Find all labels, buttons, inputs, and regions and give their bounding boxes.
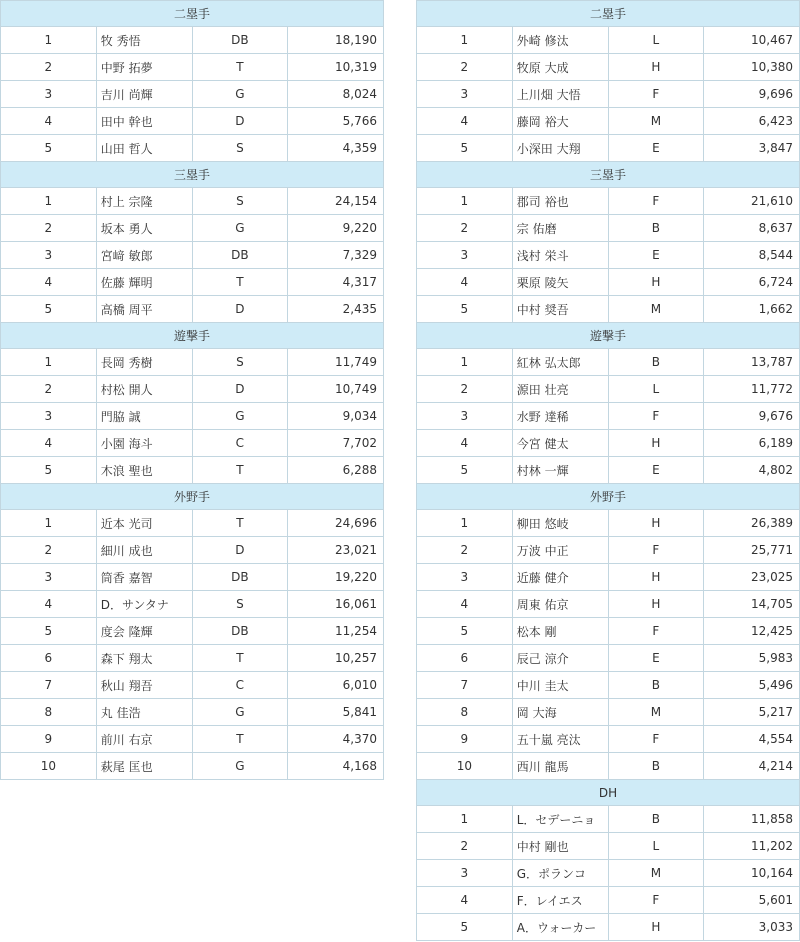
votes-cell: 25,771 bbox=[704, 537, 800, 564]
player-name-cell: 宗 佑磨 bbox=[512, 215, 608, 242]
table-row bbox=[417, 887, 800, 914]
rank-cell: 2 bbox=[1, 376, 97, 403]
votes-cell: 7,329 bbox=[288, 242, 384, 269]
player-name-cell: 浅村 栄斗 bbox=[512, 242, 608, 269]
player-name-cell: 牧原 大成 bbox=[512, 54, 608, 81]
table-row bbox=[1, 54, 384, 81]
votes-cell: 11,749 bbox=[288, 349, 384, 376]
position-header: 三塁手 bbox=[417, 162, 800, 188]
votes-cell: 23,021 bbox=[288, 537, 384, 564]
player-name-cell: 村松 開人 bbox=[96, 376, 192, 403]
team-cell: M bbox=[608, 296, 704, 323]
table-row bbox=[1, 81, 384, 108]
rank-cell: 1 bbox=[1, 27, 97, 54]
table-row bbox=[417, 753, 800, 780]
player-name-cell: G．ポランコ bbox=[512, 860, 608, 887]
votes-cell: 10,257 bbox=[288, 645, 384, 672]
player-name-cell: D．サンタナ bbox=[96, 591, 192, 618]
team-cell: F bbox=[608, 81, 704, 108]
team-cell: S bbox=[192, 135, 288, 162]
player-name-cell: 森下 翔太 bbox=[96, 645, 192, 672]
team-cell: D bbox=[192, 296, 288, 323]
votes-cell: 3,033 bbox=[704, 914, 800, 941]
team-cell: L bbox=[608, 27, 704, 54]
team-cell: M bbox=[608, 699, 704, 726]
votes-cell: 4,359 bbox=[288, 135, 384, 162]
votes-cell: 4,370 bbox=[288, 726, 384, 753]
votes-cell: 5,766 bbox=[288, 108, 384, 135]
team-cell: DB bbox=[192, 27, 288, 54]
votes-cell: 6,423 bbox=[704, 108, 800, 135]
rank-cell: 3 bbox=[1, 242, 97, 269]
team-cell: E bbox=[608, 242, 704, 269]
rank-cell: 5 bbox=[417, 296, 513, 323]
votes-cell: 24,696 bbox=[288, 510, 384, 537]
votes-cell: 10,164 bbox=[704, 860, 800, 887]
player-name-cell: 万波 中正 bbox=[512, 537, 608, 564]
right-vote-table bbox=[416, 0, 800, 941]
table-row bbox=[1, 269, 384, 296]
player-name-cell: 坂本 勇人 bbox=[96, 215, 192, 242]
votes-cell: 10,380 bbox=[704, 54, 800, 81]
table-row bbox=[417, 564, 800, 591]
team-cell: T bbox=[192, 269, 288, 296]
table-row bbox=[1, 564, 384, 591]
table-row bbox=[1, 753, 384, 780]
votes-cell: 18,190 bbox=[288, 27, 384, 54]
rank-cell: 5 bbox=[417, 914, 513, 941]
votes-cell: 11,772 bbox=[704, 376, 800, 403]
team-cell: E bbox=[608, 135, 704, 162]
votes-cell: 13,787 bbox=[704, 349, 800, 376]
votes-cell: 12,425 bbox=[704, 618, 800, 645]
team-cell: H bbox=[608, 591, 704, 618]
votes-cell: 10,467 bbox=[704, 27, 800, 54]
rank-cell: 2 bbox=[1, 537, 97, 564]
team-cell: DB bbox=[192, 242, 288, 269]
rank-cell: 7 bbox=[417, 672, 513, 699]
table-row bbox=[417, 699, 800, 726]
rank-cell: 2 bbox=[1, 54, 97, 81]
player-name-cell: 丸 佳浩 bbox=[96, 699, 192, 726]
position-header: 遊撃手 bbox=[1, 323, 384, 349]
table-row bbox=[417, 833, 800, 860]
right-league-column bbox=[416, 0, 800, 941]
player-name-cell: 源田 壮亮 bbox=[512, 376, 608, 403]
player-name-cell: 中村 奨吾 bbox=[512, 296, 608, 323]
position-header-row bbox=[1, 162, 384, 188]
player-name-cell: 周東 佑京 bbox=[512, 591, 608, 618]
rank-cell: 1 bbox=[417, 349, 513, 376]
team-cell: F bbox=[608, 726, 704, 753]
team-cell: F bbox=[608, 403, 704, 430]
team-cell: F bbox=[608, 537, 704, 564]
team-cell: F bbox=[608, 887, 704, 914]
table-row bbox=[417, 860, 800, 887]
votes-cell: 5,496 bbox=[704, 672, 800, 699]
table-row bbox=[417, 188, 800, 215]
table-row bbox=[417, 726, 800, 753]
table-row bbox=[1, 672, 384, 699]
player-name-cell: 萩尾 匡也 bbox=[96, 753, 192, 780]
rank-cell: 3 bbox=[1, 564, 97, 591]
votes-cell: 4,317 bbox=[288, 269, 384, 296]
team-cell: H bbox=[608, 914, 704, 941]
player-name-cell: 辰己 涼介 bbox=[512, 645, 608, 672]
player-name-cell: 村上 宗隆 bbox=[96, 188, 192, 215]
table-row bbox=[417, 242, 800, 269]
votes-cell: 4,554 bbox=[704, 726, 800, 753]
position-header-row bbox=[417, 780, 800, 806]
table-row bbox=[417, 537, 800, 564]
table-row bbox=[1, 699, 384, 726]
table-row bbox=[1, 215, 384, 242]
votes-cell: 8,024 bbox=[288, 81, 384, 108]
position-header: 遊撃手 bbox=[417, 323, 800, 349]
team-cell: H bbox=[608, 269, 704, 296]
table-row bbox=[1, 403, 384, 430]
team-cell: T bbox=[192, 645, 288, 672]
player-name-cell: 村林 一輝 bbox=[512, 457, 608, 484]
table-row bbox=[1, 188, 384, 215]
player-name-cell: 小園 海斗 bbox=[96, 430, 192, 457]
player-name-cell: 近本 光司 bbox=[96, 510, 192, 537]
team-cell: G bbox=[192, 753, 288, 780]
votes-cell: 11,858 bbox=[704, 806, 800, 833]
table-row bbox=[417, 27, 800, 54]
position-header: 三塁手 bbox=[1, 162, 384, 188]
player-name-cell: 細川 成也 bbox=[96, 537, 192, 564]
player-name-cell: 水野 達稀 bbox=[512, 403, 608, 430]
table-row bbox=[1, 242, 384, 269]
team-cell: D bbox=[192, 376, 288, 403]
rank-cell: 2 bbox=[417, 215, 513, 242]
table-row bbox=[1, 726, 384, 753]
team-cell: H bbox=[608, 54, 704, 81]
table-row bbox=[417, 296, 800, 323]
table-row bbox=[417, 376, 800, 403]
rank-cell: 9 bbox=[1, 726, 97, 753]
votes-cell: 14,705 bbox=[704, 591, 800, 618]
table-row bbox=[417, 914, 800, 941]
left-vote-table bbox=[0, 0, 384, 780]
table-row bbox=[1, 296, 384, 323]
player-name-cell: 筒香 嘉智 bbox=[96, 564, 192, 591]
votes-cell: 9,220 bbox=[288, 215, 384, 242]
rank-cell: 4 bbox=[417, 430, 513, 457]
team-cell: H bbox=[608, 564, 704, 591]
rank-cell: 4 bbox=[417, 591, 513, 618]
table-row bbox=[1, 457, 384, 484]
rank-cell: 3 bbox=[417, 242, 513, 269]
player-name-cell: L．セデーニョ bbox=[512, 806, 608, 833]
player-name-cell: 吉川 尚輝 bbox=[96, 81, 192, 108]
team-cell: F bbox=[608, 188, 704, 215]
position-header: 二塁手 bbox=[417, 1, 800, 27]
rank-cell: 2 bbox=[417, 833, 513, 860]
position-header: 外野手 bbox=[1, 484, 384, 510]
player-name-cell: A．ウォーカー bbox=[512, 914, 608, 941]
team-cell: L bbox=[608, 376, 704, 403]
rank-cell: 4 bbox=[417, 887, 513, 914]
votes-cell: 26,389 bbox=[704, 510, 800, 537]
votes-cell: 24,154 bbox=[288, 188, 384, 215]
table-row bbox=[417, 457, 800, 484]
team-cell: G bbox=[192, 81, 288, 108]
table-row bbox=[417, 618, 800, 645]
player-name-cell: 外崎 修汰 bbox=[512, 27, 608, 54]
player-name-cell: 中村 剛也 bbox=[512, 833, 608, 860]
table-row bbox=[1, 376, 384, 403]
rank-cell: 5 bbox=[1, 296, 97, 323]
rank-cell: 5 bbox=[1, 457, 97, 484]
votes-cell: 5,983 bbox=[704, 645, 800, 672]
votes-cell: 21,610 bbox=[704, 188, 800, 215]
player-name-cell: 藤岡 裕大 bbox=[512, 108, 608, 135]
team-cell: B bbox=[608, 672, 704, 699]
votes-cell: 10,319 bbox=[288, 54, 384, 81]
rank-cell: 3 bbox=[1, 81, 97, 108]
player-name-cell: 柳田 悠岐 bbox=[512, 510, 608, 537]
table-row bbox=[417, 806, 800, 833]
rank-cell: 3 bbox=[417, 81, 513, 108]
player-name-cell: 佐藤 輝明 bbox=[96, 269, 192, 296]
player-name-cell: 西川 龍馬 bbox=[512, 753, 608, 780]
player-name-cell: 栗原 陵矢 bbox=[512, 269, 608, 296]
team-cell: C bbox=[192, 430, 288, 457]
player-name-cell: 秋山 翔吾 bbox=[96, 672, 192, 699]
rank-cell: 1 bbox=[417, 188, 513, 215]
team-cell: M bbox=[608, 860, 704, 887]
rank-cell: 3 bbox=[417, 403, 513, 430]
rank-cell: 10 bbox=[1, 753, 97, 780]
table-row bbox=[417, 403, 800, 430]
position-header-row bbox=[417, 484, 800, 510]
player-name-cell: 今宮 健太 bbox=[512, 430, 608, 457]
team-cell: C bbox=[192, 672, 288, 699]
votes-cell: 5,601 bbox=[704, 887, 800, 914]
rank-cell: 3 bbox=[417, 860, 513, 887]
rank-cell: 4 bbox=[1, 269, 97, 296]
team-cell: E bbox=[608, 457, 704, 484]
rank-cell: 5 bbox=[417, 135, 513, 162]
position-header: 二塁手 bbox=[1, 1, 384, 27]
votes-cell: 3,847 bbox=[704, 135, 800, 162]
team-cell: H bbox=[608, 510, 704, 537]
table-row bbox=[417, 645, 800, 672]
table-row bbox=[1, 108, 384, 135]
player-name-cell: 山田 哲人 bbox=[96, 135, 192, 162]
table-row bbox=[1, 645, 384, 672]
votes-cell: 9,696 bbox=[704, 81, 800, 108]
player-name-cell: 木浪 聖也 bbox=[96, 457, 192, 484]
table-row bbox=[417, 269, 800, 296]
player-name-cell: 近藤 健介 bbox=[512, 564, 608, 591]
table-row bbox=[1, 510, 384, 537]
rank-cell: 4 bbox=[1, 430, 97, 457]
player-name-cell: 度会 隆輝 bbox=[96, 618, 192, 645]
player-name-cell: 前川 右京 bbox=[96, 726, 192, 753]
votes-cell: 6,288 bbox=[288, 457, 384, 484]
table-row bbox=[417, 510, 800, 537]
team-cell: DB bbox=[192, 618, 288, 645]
team-cell: DB bbox=[192, 564, 288, 591]
votes-cell: 4,802 bbox=[704, 457, 800, 484]
votes-cell: 7,702 bbox=[288, 430, 384, 457]
rank-cell: 1 bbox=[1, 349, 97, 376]
player-name-cell: 小深田 大翔 bbox=[512, 135, 608, 162]
votes-cell: 9,034 bbox=[288, 403, 384, 430]
player-name-cell: 中野 拓夢 bbox=[96, 54, 192, 81]
votes-cell: 11,254 bbox=[288, 618, 384, 645]
player-name-cell: 五十嵐 亮汰 bbox=[512, 726, 608, 753]
team-cell: G bbox=[192, 215, 288, 242]
table-row bbox=[1, 537, 384, 564]
team-cell: S bbox=[192, 591, 288, 618]
position-header: 外野手 bbox=[417, 484, 800, 510]
team-cell: T bbox=[192, 726, 288, 753]
table-row bbox=[417, 54, 800, 81]
team-cell: B bbox=[608, 806, 704, 833]
rank-cell: 1 bbox=[417, 510, 513, 537]
team-cell: G bbox=[192, 403, 288, 430]
votes-cell: 8,544 bbox=[704, 242, 800, 269]
table-row bbox=[1, 618, 384, 645]
rank-cell: 1 bbox=[417, 27, 513, 54]
team-cell: B bbox=[608, 215, 704, 242]
votes-cell: 4,168 bbox=[288, 753, 384, 780]
votes-cell: 16,061 bbox=[288, 591, 384, 618]
table-row bbox=[417, 215, 800, 242]
team-cell: B bbox=[608, 753, 704, 780]
votes-cell: 6,189 bbox=[704, 430, 800, 457]
table-row bbox=[1, 430, 384, 457]
player-name-cell: 岡 大海 bbox=[512, 699, 608, 726]
team-cell: T bbox=[192, 510, 288, 537]
player-name-cell: 中川 圭太 bbox=[512, 672, 608, 699]
votes-cell: 11,202 bbox=[704, 833, 800, 860]
team-cell: D bbox=[192, 537, 288, 564]
rank-cell: 5 bbox=[417, 618, 513, 645]
player-name-cell: F．レイエス bbox=[512, 887, 608, 914]
player-name-cell: 郡司 裕也 bbox=[512, 188, 608, 215]
table-row bbox=[417, 135, 800, 162]
votes-cell: 1,662 bbox=[704, 296, 800, 323]
rank-cell: 5 bbox=[1, 618, 97, 645]
rank-cell: 2 bbox=[417, 376, 513, 403]
table-row bbox=[417, 430, 800, 457]
votes-cell: 9,676 bbox=[704, 403, 800, 430]
table-row bbox=[1, 349, 384, 376]
rank-cell: 5 bbox=[417, 457, 513, 484]
team-cell: T bbox=[192, 457, 288, 484]
table-row bbox=[417, 349, 800, 376]
position-header-row bbox=[1, 323, 384, 349]
rank-cell: 9 bbox=[417, 726, 513, 753]
rank-cell: 2 bbox=[417, 54, 513, 81]
player-name-cell: 紅林 弘太郎 bbox=[512, 349, 608, 376]
rank-cell: 5 bbox=[1, 135, 97, 162]
rank-cell: 4 bbox=[1, 591, 97, 618]
rank-cell: 4 bbox=[1, 108, 97, 135]
team-cell: M bbox=[608, 108, 704, 135]
table-row bbox=[1, 591, 384, 618]
player-name-cell: 上川畑 大悟 bbox=[512, 81, 608, 108]
team-cell: D bbox=[192, 108, 288, 135]
votes-cell: 8,637 bbox=[704, 215, 800, 242]
player-name-cell: 田中 幹也 bbox=[96, 108, 192, 135]
rank-cell: 6 bbox=[1, 645, 97, 672]
table-row bbox=[417, 81, 800, 108]
player-name-cell: 牧 秀悟 bbox=[96, 27, 192, 54]
left-league-column bbox=[0, 0, 384, 780]
rank-cell: 3 bbox=[1, 403, 97, 430]
table-row bbox=[417, 591, 800, 618]
table-row bbox=[417, 108, 800, 135]
team-cell: B bbox=[608, 349, 704, 376]
team-cell: S bbox=[192, 349, 288, 376]
rank-cell: 8 bbox=[1, 699, 97, 726]
rank-cell: 1 bbox=[1, 188, 97, 215]
player-name-cell: 宮﨑 敏郎 bbox=[96, 242, 192, 269]
rank-cell: 2 bbox=[1, 215, 97, 242]
rank-cell: 6 bbox=[417, 645, 513, 672]
rank-cell: 10 bbox=[417, 753, 513, 780]
team-cell: L bbox=[608, 833, 704, 860]
rank-cell: 4 bbox=[417, 108, 513, 135]
table-row bbox=[1, 27, 384, 54]
player-name-cell: 松本 剛 bbox=[512, 618, 608, 645]
team-cell: H bbox=[608, 430, 704, 457]
position-header: DH bbox=[417, 780, 800, 806]
team-cell: E bbox=[608, 645, 704, 672]
votes-cell: 2,435 bbox=[288, 296, 384, 323]
team-cell: F bbox=[608, 618, 704, 645]
table-row bbox=[1, 135, 384, 162]
rank-cell: 8 bbox=[417, 699, 513, 726]
position-header-row bbox=[1, 1, 384, 27]
votes-cell: 5,217 bbox=[704, 699, 800, 726]
position-header-row bbox=[417, 323, 800, 349]
player-name-cell: 高橋 周平 bbox=[96, 296, 192, 323]
position-header-row bbox=[417, 162, 800, 188]
rank-cell: 1 bbox=[417, 806, 513, 833]
rank-cell: 7 bbox=[1, 672, 97, 699]
team-cell: T bbox=[192, 54, 288, 81]
votes-cell: 6,010 bbox=[288, 672, 384, 699]
votes-cell: 23,025 bbox=[704, 564, 800, 591]
player-name-cell: 長岡 秀樹 bbox=[96, 349, 192, 376]
votes-cell: 10,749 bbox=[288, 376, 384, 403]
votes-cell: 5,841 bbox=[288, 699, 384, 726]
rank-cell: 4 bbox=[417, 269, 513, 296]
votes-cell: 19,220 bbox=[288, 564, 384, 591]
table-row bbox=[417, 672, 800, 699]
votes-cell: 6,724 bbox=[704, 269, 800, 296]
team-cell: S bbox=[192, 188, 288, 215]
rank-cell: 1 bbox=[1, 510, 97, 537]
player-name-cell: 門脇 誠 bbox=[96, 403, 192, 430]
position-header-row bbox=[1, 484, 384, 510]
rank-cell: 3 bbox=[417, 564, 513, 591]
position-header-row bbox=[417, 1, 800, 27]
team-cell: G bbox=[192, 699, 288, 726]
rank-cell: 2 bbox=[417, 537, 513, 564]
votes-cell: 4,214 bbox=[704, 753, 800, 780]
